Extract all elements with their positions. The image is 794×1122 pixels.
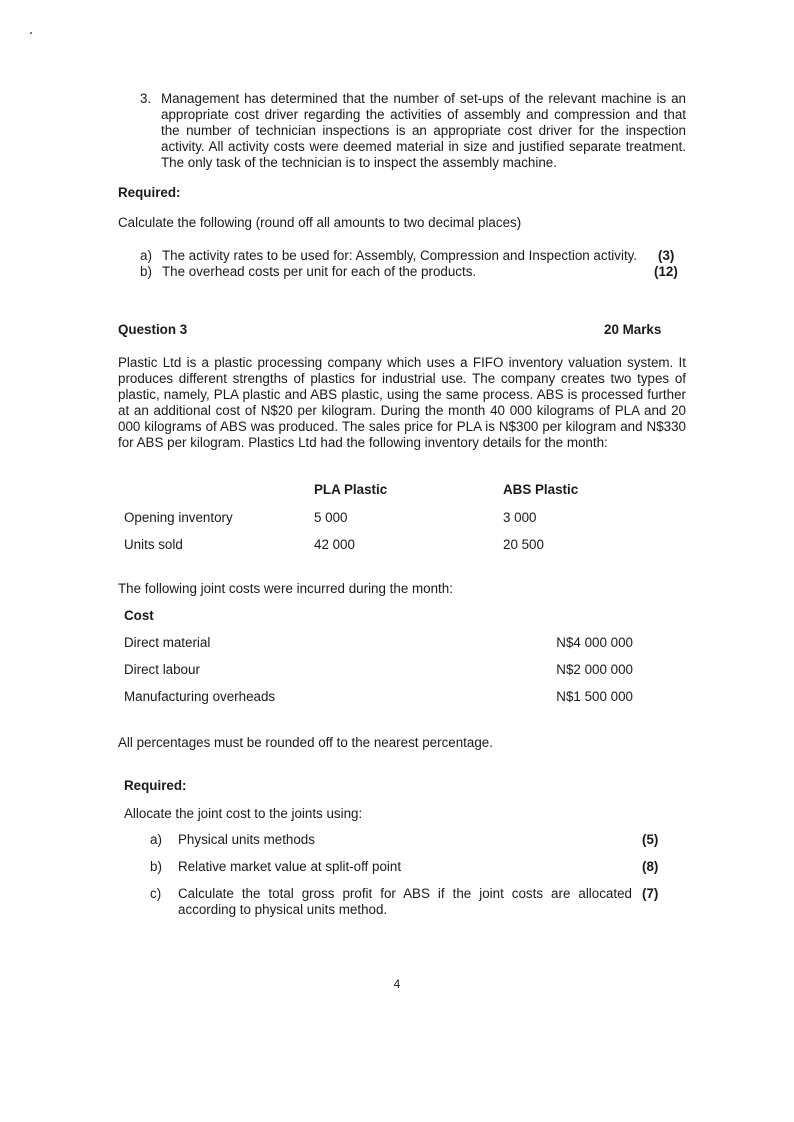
- row-label-units-sold: Units sold: [124, 537, 183, 552]
- req2-text-a: Physical units methods: [178, 832, 315, 847]
- item-text: Management has determined that the number of set-ups of the relevant machine is an appropriate cost driver regarding the activities of assembly and compression and that the number of technician inspections is an appropriate cost driver for the inspection activity. All activity costs were deemed material in size and justified separate treatment. The only task of the technician is to inspect the assembly machine.: [161, 91, 686, 170]
- item-label: a): [140, 248, 152, 263]
- item-text: The activity rates to be used for: Assembly, Compression and Inspection activity.: [162, 248, 638, 263]
- item-number: 3.: [140, 91, 152, 106]
- cell-opening-pla: 5 000: [314, 510, 348, 525]
- req2-label-a: a): [150, 832, 162, 847]
- question-marks: 20 Marks: [604, 322, 662, 337]
- cost-value-manufacturing-overheads: N$1 500 000: [556, 689, 633, 704]
- req2-text-b: Relative market value at split-off point: [178, 859, 402, 874]
- cell-sold-pla: 42 000: [314, 537, 355, 552]
- req2-mark-b: (8): [642, 859, 659, 874]
- req2-mark-a: (5): [642, 832, 659, 847]
- cell-opening-abs: 3 000: [503, 510, 537, 525]
- req2-label-b: b): [150, 859, 162, 874]
- req2-mark-c: (7): [642, 886, 659, 901]
- joint-costs-intro: The following joint costs were incurred during the month:: [118, 581, 453, 596]
- rounding-note: All percentages must be rounded off to the nearest percentage.: [118, 735, 493, 750]
- page-number: 4: [393, 977, 401, 991]
- req2-text-c: Calculate the total gross profit for ABS if the joint costs are allocated according to physical units method.: [178, 886, 632, 917]
- col-header-abs: ABS Plastic: [503, 482, 579, 497]
- cost-value-direct-material: N$4 000 000: [556, 635, 633, 650]
- mark-b: (12): [654, 264, 678, 279]
- cost-label-manufacturing-overheads: Manufacturing overheads: [124, 689, 276, 704]
- col-header-pla: PLA Plastic: [314, 482, 388, 497]
- item-label: b): [140, 264, 152, 279]
- cost-label-direct-material: Direct material: [124, 635, 211, 650]
- mark-a: (3): [658, 248, 675, 263]
- cost-heading: Cost: [124, 608, 154, 623]
- question-paragraph: Plastic Ltd is a plastic processing company which uses a FIFO inventory valuation system. It produces different strengths of plastics for industrial use. The company creates two types of plastic, namely, PLA plastic and ABS plastic, using the same process. ABS is processed further at an additional cost of N$20 per kilogram. During the month 40 000 kilograms of PLA and 20 000 kilograms of ABS was produced. The sales price for PLA is N$300 per kilogram and N$330 for ABS per kilogram. Plastics Ltd had the following inventory details for the month:: [118, 355, 686, 450]
- required-intro-1: Calculate the following (round off all amounts to two decimal places): [118, 215, 522, 230]
- row-label-opening-inventory: Opening inventory: [124, 510, 233, 525]
- item-text: The overhead costs per unit for each of the products.: [162, 264, 477, 279]
- required-intro-2: Allocate the joint cost to the joints using:: [124, 806, 363, 821]
- cost-label-direct-labour: Direct labour: [124, 662, 200, 677]
- cost-value-direct-labour: N$2 000 000: [556, 662, 633, 677]
- req2-label-c: c): [150, 886, 162, 901]
- scan-speck: [30, 32, 32, 34]
- cell-sold-abs: 20 500: [503, 537, 544, 552]
- required-heading-2: Required:: [124, 778, 187, 793]
- numbered-item-3: [140, 91, 686, 171]
- question-title: Question 3: [118, 322, 188, 337]
- required-heading-1: Required:: [118, 185, 181, 200]
